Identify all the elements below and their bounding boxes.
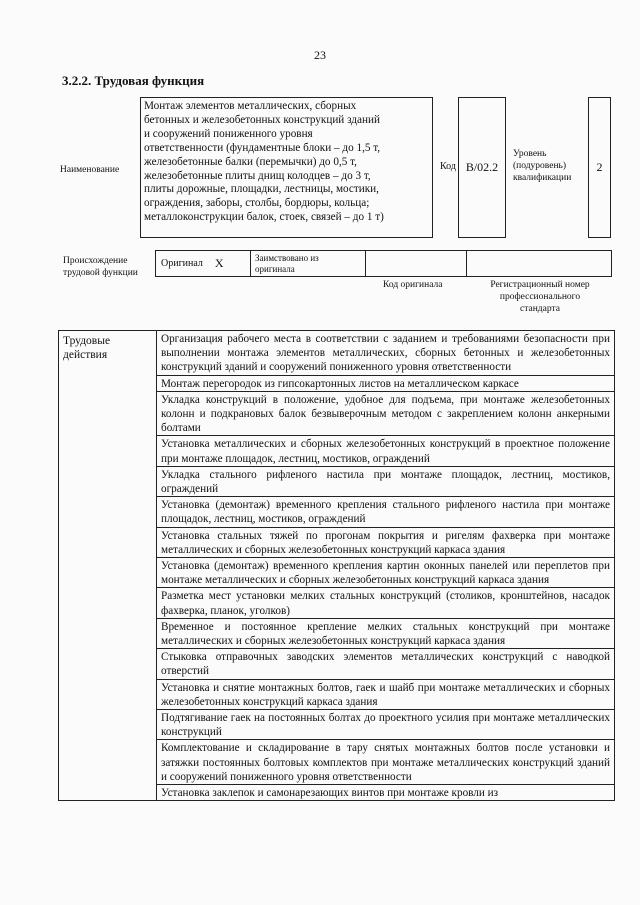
original-cell [155,250,251,277]
original-mark: X [214,256,224,270]
function-name-box: Монтаж элементов металлических, сборных бетонных и железобетонных конструкций зданий и сооружений пониженного уровня ответственности (фундаментные блоки – до 1,5 т, железобетонные балки (перемычки) до 0,5 т, железобетонные плиты днищ колодцев – до 3 т, плиты дорожные, площадки, лестницы, мостики, ограждения, заборы, столбы, бордюры, кольца; металлоконструкции балок, стоек, связей – до 1 т) [140,97,433,238]
name-label: Наименование [60,165,120,175]
labor-action-item: Установка стальных тяжей по прогонам покрытия и ригелям фахверка при монтаже металлических и сборных железобетонных конструкций каркаса здания [157,527,615,557]
section-title: 3.2.2. Трудовая функция [62,73,205,88]
reg-number-caption: Регистрационный номер профессионального стандарта [490,280,590,314]
labor-action-item: Организация рабочего места в соответствии с заданием и требованиями безопасности при выполнении монтажа элементов металлических, сборных бетонных и железобетонных конструкций зданий и сооружений пониженного уровня ответственности [157,331,615,376]
labor-action-item: Установка металлических и сборных железобетонных конструкций в проектное положение при монтаже площадок, лестниц, мостиков, ограждений [157,436,615,466]
original-code-cell [365,250,467,277]
original-code-caption: Код оригинала [383,280,443,290]
labor-action-item: Установка (демонтаж) временного крепления картин оконных панелей или переплетов при монтаже металлических и сборных железобетонных конструкций каркаса здания [157,558,615,588]
original-label: Оригинал [161,258,203,269]
page-number: 23 [314,48,326,62]
origin-row [156,250,612,277]
labor-action-item: Разметка мест установки мелких стальных конструкций (столиков, кронштейнов, насадок фахверка, планок, уголков) [157,588,615,618]
labor-action-item: Укладка стального рифленого настила при монтаже площадок, лестниц, мостиков, ограждений [157,466,615,496]
labor-actions-table [58,330,615,801]
level-label: Уровень (подуровень) квалификации [513,149,572,183]
labor-action-item: Установка (демонтаж) временного крепления стального рифленого настила при монтаже площадок, лестниц, мостиков, ограждений [157,497,615,527]
borrowed-cell [250,250,366,277]
labor-action-item: Установка и снятие монтажных болтов, гаек и шайб при монтаже металлических и сборных железобетонных конструкций каркаса здания [157,679,615,709]
labor-action-item: Комплектование и складирование в тару снятых монтажных болтов после установки и затяжки постоянных болтовых комплектов при монтаже металлических конструкций зданий и сооружений пониженного уровня ответственности [157,740,615,785]
labor-action-item: Стыковка отправочных заводских элементов металлических конструкций с наводкой отверстий [157,649,615,679]
labor-action-item: Укладка конструкций в положение, удобное для подъема, при монтаже железобетонных колонн и подкрановых балок безвыверочным методом с закреплением колонн анкерными болтами [157,391,615,436]
code-value-box: B/02.2 [458,97,506,238]
reg-number-cell [466,250,612,277]
labor-action-item: Временное и постоянное крепление мелких стальных конструкций при монтаже металлических и сборных железобетонных конструкций каркаса здания [157,618,615,648]
labor-action-item: Установка заклепок и самонарезающих винтов при монтаже кровли из [157,785,615,801]
borrowed-label: Заимствовано из оригинала [255,253,319,274]
labor-action-item: Монтаж перегородок из гипсокартонных листов на металлическом каркасе [157,375,615,391]
level-value-box: 2 [588,97,611,238]
code-label: Код [440,161,456,172]
table-row [59,331,615,376]
origin-label: Происхождение трудовой функции [63,256,138,278]
labor-actions-label: Трудовые действия [59,331,157,801]
labor-action-item: Подтягивание гаек на постоянных болтах до проектного усилия при монтаже металлических конструкций [157,710,615,740]
